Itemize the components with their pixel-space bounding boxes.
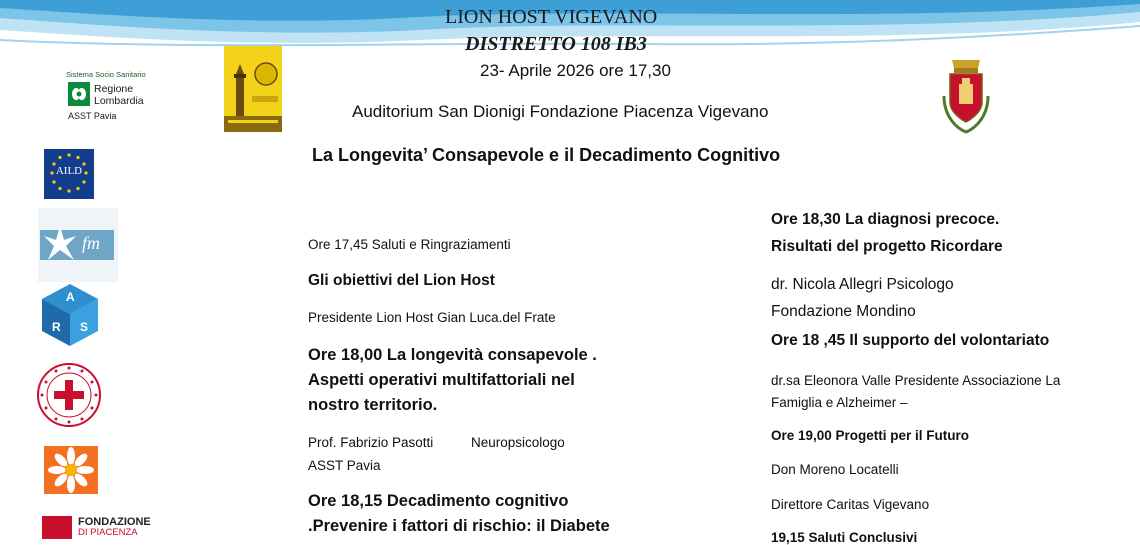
speaker4-line1: dr.sa Eleonora Valle Presidente Associazione La [771,373,1061,388]
talk1-line3: nostro territorio. [308,396,438,414]
aild-logo [44,149,94,199]
closing-item: 19,15 Saluti Conclusivi [771,530,918,545]
talk1-line1: Ore 18,00 La longevità consapevole . [308,346,597,364]
talk3-title [771,206,1003,260]
lions-tower-logo [224,46,282,132]
talk2-title [308,489,610,539]
event-title: La Longevita’ Consapevole e il Decadimento Cognitivo [312,145,781,165]
speaker5-name: Don Moreno Locatelli [771,462,899,477]
page-title: LION HOST VIGEVANO [445,6,658,28]
talk1-line2: Aspetti operativi multifattoriali nel [308,371,575,389]
ars-logo [40,282,100,348]
speaker4-line2: Famiglia e Alzheimer – [771,395,908,410]
speaker3 [771,271,954,325]
fm-star-icon [42,224,78,264]
vigevano-coat-of-arms-icon [938,56,994,136]
fondazione-line2: DI PIACENZA [78,527,138,538]
talk5-title: Ore 19,00 Progetti per il Futuro [771,428,970,443]
speaker4 [771,370,1060,414]
speaker3-name: dr. Nicola Allegri Psicologo [771,276,954,293]
president-line: Presidente Lion Host Gian Luca.del Frate [308,310,556,325]
regione-lombardia-logo [66,70,156,126]
speaker5-org: Direttore Caritas Vigevano [771,497,930,512]
logo-regione-name2: Lombardia [94,95,144,107]
page-subtitle: DISTRETTO 108 IB3 [465,33,647,55]
speaker1-name: Prof. Fabrizio Pasotti [308,435,434,450]
talk3-line2: Risultati del progetto Ricordare [771,238,1003,255]
fondazione-piacenza-logo [42,514,172,539]
talk2-line1: Ore 18,15 Decadimento cognitivo [308,492,569,510]
event-venue: Auditorium San Dionigi Fondazione Piacenza Vigevano [352,102,769,121]
talk4-title: Ore 18 ,45 Il supporto del volontariato [771,332,1050,349]
regione-rose-icon [68,82,90,106]
greeting-item: Ore 17,45 Saluti e Ringraziamenti [308,237,511,252]
objectives-title: Gli obiettivi del Lion Host [308,272,495,289]
ars-letter-s: S [80,320,89,334]
logo-regione-bottom: ASST Pavia [68,111,117,121]
speaker1-org: ASST Pavia [308,458,381,473]
fm-label: fm [82,233,100,253]
logo-regione-name1: Regione [94,83,134,95]
fm-logo [38,208,118,282]
logo-regione-top: Sistema Socio Sanitario [66,70,146,79]
speaker1-role: Neuropsicologo [471,435,565,450]
talk1-title [308,343,597,418]
event-date: 23- Aprile 2026 ore 17,30 [480,61,671,80]
caritas-logo [34,362,104,428]
ars-letter-a: A [66,290,75,304]
talk3-line1: Ore 18,30 La diagnosi precoce. [771,211,1000,228]
talk2-line2: .Prevenire i fattori di rischio: il Diabete [308,517,610,535]
aild-label: AILD [55,165,83,177]
daisy-flower-logo [44,446,98,494]
speaker3-org: Fondazione Mondino [771,303,916,320]
fondazione-mark-icon [42,516,72,539]
fondazione-line1: FONDAZIONE [78,516,151,528]
ars-letter-r: R [52,320,61,334]
